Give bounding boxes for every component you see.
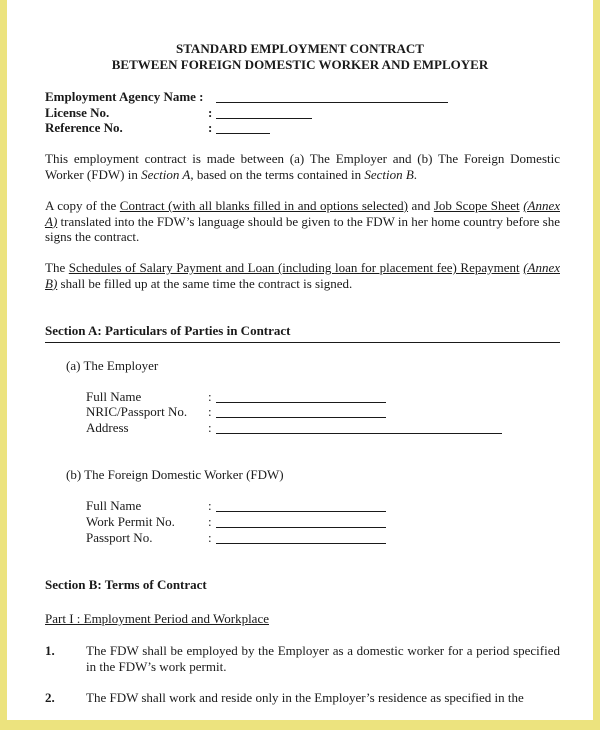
intro-p3-rest: shall be filled up at the same time the contract is signed. — [57, 275, 353, 291]
annex-a-ref: (Annex A) — [45, 198, 560, 229]
job-scope-link: Job Scope Sheet — [433, 198, 520, 213]
annex-b-ref: (Annex B) — [45, 260, 560, 291]
contract-page — [7, 0, 593, 720]
fdw-full-name-colon: : — [208, 498, 212, 513]
section-a-heading: Section A: Particulars of Parties in Contract — [45, 323, 291, 338]
reference-label: Reference No. — [45, 120, 123, 135]
license-blank[interactable] — [216, 118, 312, 119]
fdw-passport-colon: : — [208, 530, 212, 545]
fdw-label: (b) The Foreign Domestic Worker (FDW) — [66, 467, 284, 482]
intro-paragraph-2 — [45, 198, 560, 245]
intro-p2-and: and — [408, 198, 434, 213]
employer-nric-colon: : — [208, 404, 212, 419]
title-line-2: BETWEEN FOREIGN DOMESTIC WORKER AND EMPLOYER — [111, 57, 489, 72]
agency-name-blank[interactable] — [216, 102, 448, 103]
schedules-link: Schedules of Salary Payment and Loan (including loan for placement fee) Repayment — [68, 260, 520, 275]
item-2-text: The FDW shall work and reside only in the Employer’s residence as specified in the — [86, 690, 524, 705]
intro-p1-end: . — [413, 166, 418, 182]
employer-nric-label: NRIC/Passport No. — [86, 404, 188, 419]
intro-paragraph-1 — [45, 151, 560, 182]
employer-address-colon: : — [208, 420, 212, 435]
intro-p3-text: The — [45, 260, 69, 275]
fdw-passport-blank[interactable] — [216, 543, 386, 544]
employer-full-name-colon: : — [208, 389, 212, 404]
intro-p1-text-2: , based on the terms contained in — [190, 166, 365, 182]
fdw-full-name-blank[interactable] — [216, 511, 386, 512]
fdw-work-permit-blank[interactable] — [216, 527, 386, 528]
section-a-rule — [45, 342, 560, 343]
employer-nric-blank[interactable] — [216, 417, 386, 418]
employer-full-name-blank[interactable] — [216, 402, 386, 403]
employer-address-label: Address — [86, 420, 129, 435]
fdw-passport-label: Passport No. — [86, 530, 153, 545]
intro-paragraph-3 — [45, 260, 560, 291]
fdw-work-permit-label: Work Permit No. — [86, 514, 175, 529]
section-b-heading: Section B: Terms of Contract — [45, 577, 207, 592]
contract-link: Contract (with all blanks filled in and options selected) — [119, 198, 409, 213]
part-1-heading: Part I : Employment Period and Workplace — [45, 611, 269, 626]
title-line-1: STANDARD EMPLOYMENT CONTRACT — [176, 41, 424, 56]
employer-label: (a) The Employer — [66, 358, 159, 373]
fdw-full-name-label: Full Name — [86, 498, 142, 513]
section-a-ref: Section A — [141, 166, 191, 182]
item-2-number: 2. — [45, 690, 55, 705]
section-b-ref: Section B — [364, 166, 414, 182]
intro-p2-text: A copy of the — [45, 198, 120, 213]
employer-full-name-label: Full Name — [86, 389, 142, 404]
agency-name-label: Employment Agency Name : — [45, 89, 204, 104]
intro-p1-text: This employment contract is made between (a) The Employer and (b) The Foreign Domestic Worker (FDW) in — [45, 151, 560, 182]
reference-blank[interactable] — [216, 133, 270, 134]
employer-address-blank[interactable] — [216, 433, 502, 434]
license-colon: : — [208, 105, 213, 120]
item-1-number: 1. — [45, 643, 55, 658]
fdw-work-permit-colon: : — [208, 514, 212, 529]
intro-p2-rest: translated into the FDW’s language should be given to the FDW in her home country before she signs the contract. — [45, 213, 560, 244]
reference-colon: : — [208, 120, 213, 135]
license-label: License No. — [45, 105, 110, 120]
item-1-text: The FDW shall be employed by the Employer as a domestic worker for a period specified in the FDW’s work permit. — [86, 643, 560, 674]
